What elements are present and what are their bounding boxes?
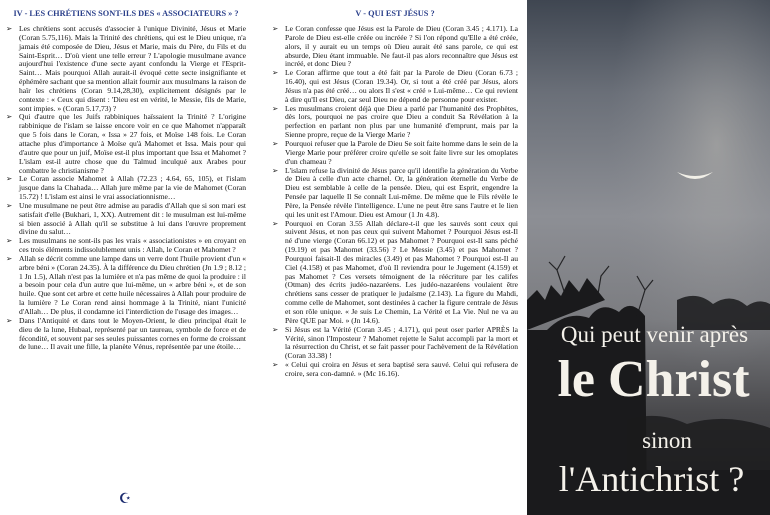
bullet-text: Si Jésus est la Vérité (Coran 3.45 ; 4.171), qui peut oser parler APRÈS la Vérité, sinon l'Imposteur ? Mahomet rejette le Salut accompli par la mort et la résurrection du Christ, et se fait passer pour l'achèvement de la Révélation (Coran 33.38) ! xyxy=(285,324,518,361)
arrow-bullet-icon: ➢ xyxy=(272,103,279,113)
left-column xyxy=(6,0,246,515)
arrow-bullet-icon: ➢ xyxy=(6,112,13,122)
arrow-bullet-icon: ➢ xyxy=(6,236,13,246)
bullet-text: Le Coran affirme que tout a été fait par la Parole de Dieu (Coran 6.73 ; 16.40), qui est Jésus (Coran 19.34). Or, si tout a été créé par Jésus, alors Jésus n'a pas été créé… ou alors Il s'est « créé » Lui-même… Ce qui revient à dire qu'Il est Dieu, car seul Dieu ne dépend de personne pour exister. xyxy=(285,68,518,104)
cover-line-2: le Christ xyxy=(557,351,750,408)
arrow-bullet-icon: ➢ xyxy=(6,253,13,263)
cover-line-4: l'Antichrist ? xyxy=(558,459,745,499)
bullet-text: Le Coran confesse que Jésus est la Parole de Dieu (Coran 3.45 ; 4.171). La Parole de Dieu est-elle créée ou incréée ? Si l'on répond qu'Elle a été créée, alors, il y aurait eu un temps où Dieu aurait été sans parole, ce qui est absurde, Dieu étant immuable. Ne faut-il pas alors reconnaître que Jésus est incréé, et donc Dieu ? xyxy=(285,24,518,69)
bullet-text: Pourquoi en Coran 3.55 Allah déclare-t-il que les sauvés sont ceux qui suivent Jésus, et non pas ceux qui suivent Mahomet ? Pourquoi Jésus est-Il né d'une vierge (Coran 66.12) et pas Mahomet ? Pourquoi est-Il sans péché (19.19) et pas Mahomet (33.56) ? Le Messie (3.45) et pas Mahomet ? Pourquoi faisait-Il des miracles (3.49) et pas Mahomet ? Pourquoi est-Il au Ciel (4.158) et pas Mahomet, d'où Il reviendra pour le Jugement (4.159) et pas Mahomet ? Ces versets témoignent de la réécriture par les califes (Otman) des écrits judéo-nazaréens. Les judéo-nazaréens voulaient être chrétiens sans cesser de pratiquer le judaïsme (2.143). La figure du Mahdi, comme celle de Mahomet, sont destinées à cacher la figure centrale de Jésus et son rôle unique. « Je suis Le Chemin, La Vérité et La Vie. Nul ne va au Père QUE par Moi. » (Jn 14.6). xyxy=(285,218,518,325)
right-column xyxy=(272,0,518,515)
bullet-text: Le Coran associe Mahomet à Allah (72.23 ; 4.64, 65, 105), et l'islam jusque dans la Chahada… Allah jure même par la vie de Mahomet (Coran 15.72) ! L'islam est ainsi le vrai associationnisme… xyxy=(19,174,246,202)
crescent-star-icon: ☪ xyxy=(118,491,132,507)
bullet-item xyxy=(272,167,518,220)
bullet-item xyxy=(6,237,246,255)
bullet-item xyxy=(6,175,246,202)
arrow-bullet-icon: ➢ xyxy=(272,24,279,33)
bullet-item xyxy=(272,140,518,167)
section-heading-iv: IV - LES CHRÉTIENS SONT-ILS DES « ASSOCIATEURS » ? xyxy=(13,9,239,18)
bullet-item xyxy=(6,25,246,113)
bullet-text: Qui d'autre que les Juifs rabbiniques haïssaient la Trinité ? L'origine rabbinique de l'islam se laisse encore voir en ce que Mahomet n'apparaît que 5 fois dans le Coran, « Issa » 27 fois, et Moïse 148 fois. Le Coran attache plus d'importance à Moïse qu'à Mahomet et Issa. Mais pour qui d'autre que pour un juif, Moïse est-il plus important que Issa et Mahomet ? L'islam est-il autre chose que du Talmud inculqué aux Arabes pour combattre le christianisme ? xyxy=(19,112,246,175)
bullet-text: Pourquoi refuser que la Parole de Dieu Se soit faite homme dans le sein de la Vierge Marie pour préférer croire qu'elle se soit faite livre sur les omoplates d'un chameau ? xyxy=(285,138,518,166)
arrow-bullet-icon: ➢ xyxy=(272,218,279,228)
bullet-item xyxy=(6,202,246,237)
arrow-bullet-icon: ➢ xyxy=(272,165,279,175)
left-bullet-list xyxy=(6,25,246,352)
cover-line-3: sinon xyxy=(642,428,692,453)
arrow-bullet-icon: ➢ xyxy=(272,68,279,78)
bullet-item xyxy=(6,113,246,175)
bullet-text: Dans l'Antiquité et dans tout le Moyen-Orient, le dieu principal était le dieu de la lune, Hubaal, représenté par un taureau, symbole de force et de fécondité, et souvent par ses seules puissantes cornes en forme de croissant de lune… Il avait une fille, la planète Vénus, représentée par une étoile… xyxy=(19,315,246,352)
bullet-item xyxy=(272,69,518,104)
section-heading-v: V - QUI EST JÉSUS ? xyxy=(355,9,435,18)
bullet-item xyxy=(272,361,518,379)
bullet-text: Une musulmane ne peut être admise au paradis d'Allah que si son mari est satisfait d'elle (Bukhari, 1, XX). Autrement dit : le musulman est lui-même si bien associé à Allah qu'il se substitue à lui dans l'œuvre proprement divine du salut… xyxy=(19,200,246,237)
arrow-bullet-icon: ➢ xyxy=(6,24,13,33)
bullet-text: Allah se décrit comme une lampe dans un verre dont l'huile provient d'un « arbre béni » (Coran 24.35). À la différence du Dieu chrétien (Jn 1.9 ; 8.12 ; 1 Jn 1.5), Allah n'est pas la lumière et n'a pas même de quoi la produire : il a besoin pour cela d'un autre que lui-même, un « arbre béni », et de son huile. Que sont cet arbre et cette huile nécessaires à Allah pour produire de la lumière ? Le Coran rend ainsi hommage à la Trinité, niant l'unicité d'Allah… De plus, il condamne ici l'interdiction de l'usage des images… xyxy=(19,253,246,316)
arrow-bullet-icon: ➢ xyxy=(272,324,279,334)
bullet-item xyxy=(6,317,246,352)
bullet-item xyxy=(272,25,518,69)
bullet-text: Les musulmans croient déjà que Dieu a parlé par l'humanité des Prophètes, dès lors, pourquoi ne pas croire que Dieu a conduit Sa Révélation à la perfection en parlant non plus par une humanité d'emprunt, mais par la Sienne propre, reçue de la Vierge Marie ? xyxy=(285,103,518,140)
arrow-bullet-icon: ➢ xyxy=(272,360,279,370)
cover-line-1: Qui peut venir après xyxy=(560,322,749,347)
cover-panel xyxy=(527,0,770,515)
bullet-text: Les chrétiens sont accusés d'associer à l'unique Divinité, Jésus et Marie (Coran 5.75,116). Mais la Trinité des chrétiens, qui est le Dieu unique, n'a jamais été composée de Dieu, Jésus et Marie, mais du Père, du Fils et du Saint-Esprit… D'où vient une telle erreur ? L'apologie musulmane avance aujourd'hui l'existence d'une secte ayant confondu la Vierge et l'Esprit-Saint… Mais pourquoi Allah aurait-il évoqué cette secte insignifiante et éphémère sachant que sa mention allait fournir aux musulmans la raison de haïr les chrétiens (Coran 9.14,28,30), explicitement désignés par le contexte : « Ceux qui disent : 'Dieu est en vérité, le Messie, fils de Marie, sont impies. » (Coran 5.17,73) ? xyxy=(19,24,246,113)
arrow-bullet-icon: ➢ xyxy=(6,315,13,325)
bullet-item xyxy=(6,255,246,317)
bullet-text: « Celui qui croira en Jésus et sera baptisé sera sauvé. Celui qui refusera de croire, sera con-damné. » (Mc 16.16). xyxy=(285,360,518,378)
bullet-text: L'islam refuse la divinité de Jésus parce qu'il identifie la génération du Verbe de Dieu à celle d'un acte charnel. Or, la génération éternelle du Verbe de Dieu est semblable à celle de la pensée. Dieu, qui est Esprit, engendre la Pensée par laquelle Il Se connaît Lui-même. De même que le Fils révèle le Père, la Pensée révèle l'intelligence. L'une ne peut être sans l'autre et le lien qui les unit est l'Amour. Dieu est Amour (1 Jn 4.8). xyxy=(285,165,518,219)
arrow-bullet-icon: ➢ xyxy=(6,174,13,184)
bullet-item xyxy=(272,326,518,361)
right-bullet-list xyxy=(272,25,518,379)
arrow-bullet-icon: ➢ xyxy=(272,138,279,148)
bullet-item xyxy=(272,105,518,140)
arrow-bullet-icon: ➢ xyxy=(6,200,13,210)
bullet-text: Les musulmans ne sont-ils pas les vrais « associationistes » en croyant en ces trois éléments indissolublement unis : Allah, le Coran et Mahomet ? xyxy=(19,236,246,255)
bullet-item xyxy=(272,220,518,326)
